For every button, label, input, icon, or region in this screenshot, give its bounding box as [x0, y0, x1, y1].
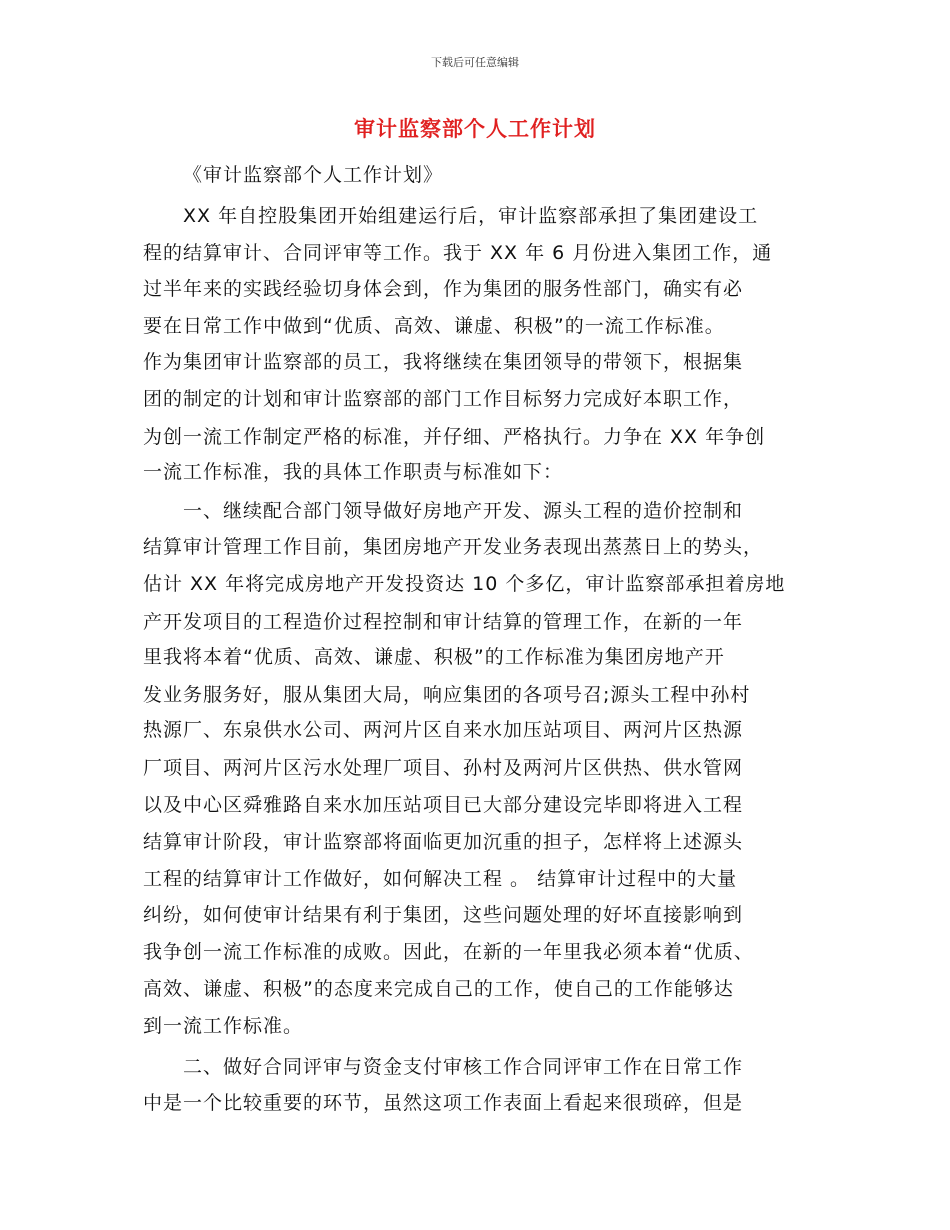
body-line: 为创一流工作制定严格的标准，并仔细、严格执行。力争在 XX 年争创: [143, 426, 766, 448]
body-line: 一流工作标准，我的具体工作职责与标准如下：: [143, 461, 564, 483]
body-line: 纠纷，如何使审计结果有利于集团，这些问题处理的好坏直接影响到: [143, 904, 744, 926]
body-line: 高效、谦虚、积极”的态度来完成自己的工作，使自己的工作能够达: [143, 978, 734, 1000]
document-title: 审计监察部个人工作计划: [354, 117, 596, 141]
body-line: 程的结算审计、合同评审等工作。我于 XX 年 6 月份进入集团工作，通: [143, 242, 773, 264]
body-line: 结算审计阶段，审计监察部将面临更加沉重的担子，怎样将上述源头: [143, 831, 744, 853]
header-note: 下载后可任意编辑: [431, 56, 519, 69]
body-line: 产开发项目的工程造价过程控制和审计结算的管理工作，在新的一年: [143, 611, 744, 633]
body-line: 一、继续配合部门领导做好房地产开发、源头工程的造价控制和: [183, 500, 744, 522]
body-line: 估计 XX 年将完成房地产开发投资达 10 个多亿，审计监察部承担着房地: [143, 573, 786, 595]
body-line: 热源厂、东泉供水公司、两河片区自来水加压站项目、两河片区热源: [143, 719, 744, 741]
body-line: 发业务服务好，服从集团大局，响应集团的各项号召;源头工程中孙村: [143, 684, 751, 706]
body-line: 二、做好合同评审与资金支付审核工作合同评审工作在日常工作: [183, 1056, 744, 1078]
body-line: 过半年来的实践经验切身体会到，作为集团的服务性部门，确实有必: [143, 278, 744, 300]
body-line: 里我将本着“优质、高效、谦虚、积极”的工作标准为集团房地产开: [143, 646, 725, 668]
body-line: 作为集团审计监察部的员工，我将继续在集团领导的带领下，根据集: [143, 351, 744, 373]
body-line: 结算审计管理工作目前，集团房地产开发业务表现出蒸蒸日上的势头，: [143, 536, 764, 558]
body-line: 我争创一流工作标准的成败。因此，在新的一年里我必须本着“优质、: [143, 941, 754, 963]
body-line: 到一流工作标准。: [143, 1015, 304, 1037]
body-line: 工程的结算审计工作做好，如何解决工程 。 结算审计过程中的大量: [143, 868, 738, 890]
body-line: 《审计监察部个人工作计划》: [183, 164, 444, 186]
body-line: 中是一个比较重要的环节，虽然这项工作表面上看起来很琐碎，但是: [143, 1092, 744, 1114]
body-line: 以及中心区舜雅路自来水加压站项目已大部分建设完毕即将进入工程: [143, 794, 744, 816]
body-line: XX 年自控股集团开始组建运行后，审计监察部承担了集团建设工: [183, 205, 759, 227]
body-line: 团的制定的计划和审计监察部的部门工作目标努力完成好本职工作，: [143, 388, 744, 410]
body-line: 厂项目、两河片区污水处理厂项目、孙村及两河片区供热、供水管网: [143, 757, 744, 779]
body-line: 要在日常工作中做到“优质、高效、谦虚、积极”的一流工作标准。: [143, 315, 725, 337]
